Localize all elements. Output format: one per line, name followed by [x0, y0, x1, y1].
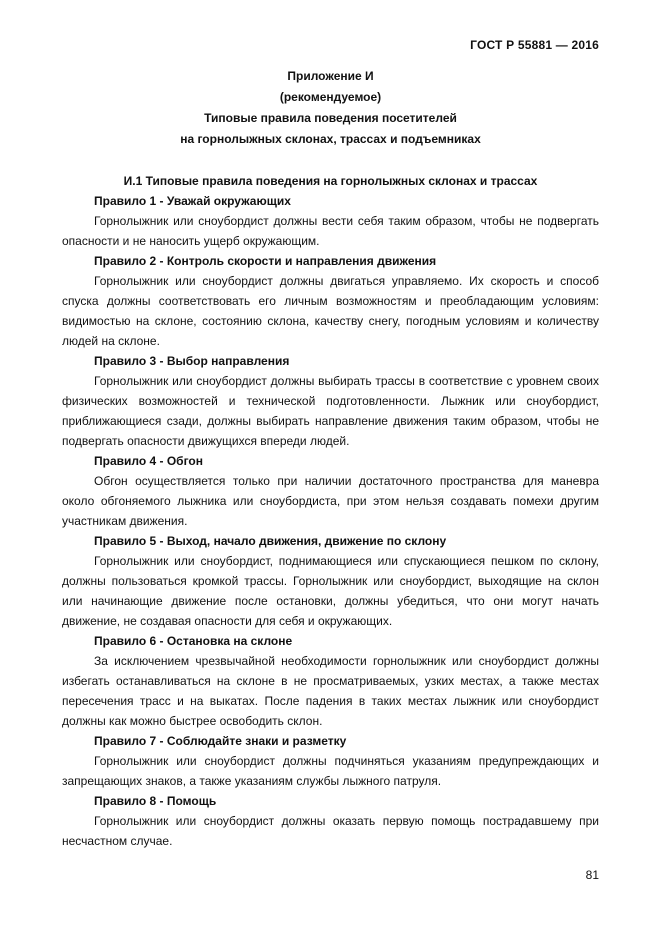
- section-title: И.1 Типовые правила поведения на горнолыжных склонах и трассах: [123, 174, 538, 188]
- rule-1-text: Горнолыжник или сноубордист должны вести себя таким образом, чтобы не подвергать опасности и не наносить ущерб окружающим.: [62, 214, 599, 248]
- rule-5-text: Горнолыжник или сноубордист, поднимающиеся или спускающиеся пешком по склону, должны пользоваться кромкой трассы. Горнолыжник или сноубордист, выходящие на склон или начинающие движение после остановки, должны убедиться, что они могут начать движение, не создавая опасности для себя и окружающих.: [62, 554, 599, 628]
- rule-8-title: Правило 8 - Помощь: [94, 794, 217, 808]
- document-body: [62, 171, 599, 851]
- rule-7-text: Горнолыжник или сноубордист должны подчиняться указаниям предупреждающих и запрещающих знаков, а также указаниям службы лыжного патруля.: [62, 754, 599, 788]
- rule-4-text: Обгон осуществляется только при наличии достаточного пространства для маневра около обгоняемого лыжника или сноубордиста, при этом нельзя создавать помехи другим участникам движения.: [62, 474, 599, 528]
- rule-6-text: За исключением чрезвычайной необходимости горнолыжник или сноубордист должны избегать останавливаться на склоне в не просматриваемых, узких местах, а также местах пересечения трасс и на выкатах. После падения в таких местах лыжник или сноубордист должны как можно быстрее освободить склон.: [62, 654, 599, 728]
- rule-3-title: Правило 3 - Выбор направления: [94, 354, 290, 368]
- rule-1-title: Правило 1 - Уважай окружающих: [94, 194, 291, 208]
- rule-8-text: Горнолыжник или сноубордист должны оказать первую помощь пострадавшему при несчастном случае.: [62, 814, 599, 848]
- standard-header: ГОСТ Р 55881 — 2016: [470, 38, 599, 52]
- appendix-heading-line1: Типовые правила поведения посетителей: [204, 111, 457, 125]
- rule-6-title: Правило 6 - Остановка на склоне: [94, 634, 293, 648]
- rule-5-title: Правило 5 - Выход, начало движения, движение по склону: [94, 534, 447, 548]
- rule-7-title: Правило 7 - Соблюдайте знаки и разметку: [94, 734, 347, 748]
- rule-3-text: Горнолыжник или сноубордист должны выбирать трассы в соответствие с уровнем своих физических возможностей и технической подготовленности. Лыжник или сноубордист, приближающиеся сзади, должны выбирать направление движения таким образом, чтобы не подвергать опасности движущихся впереди людей.: [62, 374, 599, 448]
- appendix-title: Приложение И: [287, 69, 374, 83]
- appendix-heading-line2: на горнолыжных склонах, трассах и подъемниках: [180, 132, 481, 146]
- appendix-heading: [62, 66, 599, 150]
- rule-2-title: Правило 2 - Контроль скорости и направления движения: [94, 254, 437, 268]
- rule-2-text: Горнолыжник или сноубордист должны двигаться управляемо. Их скорость и способ спуска должны соответствовать его личным возможностям и преобладающим условиям: видимостью на склоне, состоянию склона, качеству снегу, погодным условиям и количеству людей на склоне.: [62, 274, 599, 348]
- rule-4-title: Правило 4 - Обгон: [94, 454, 204, 468]
- appendix-status: (рекомендуемое): [279, 90, 382, 104]
- page-number: 81: [585, 868, 599, 882]
